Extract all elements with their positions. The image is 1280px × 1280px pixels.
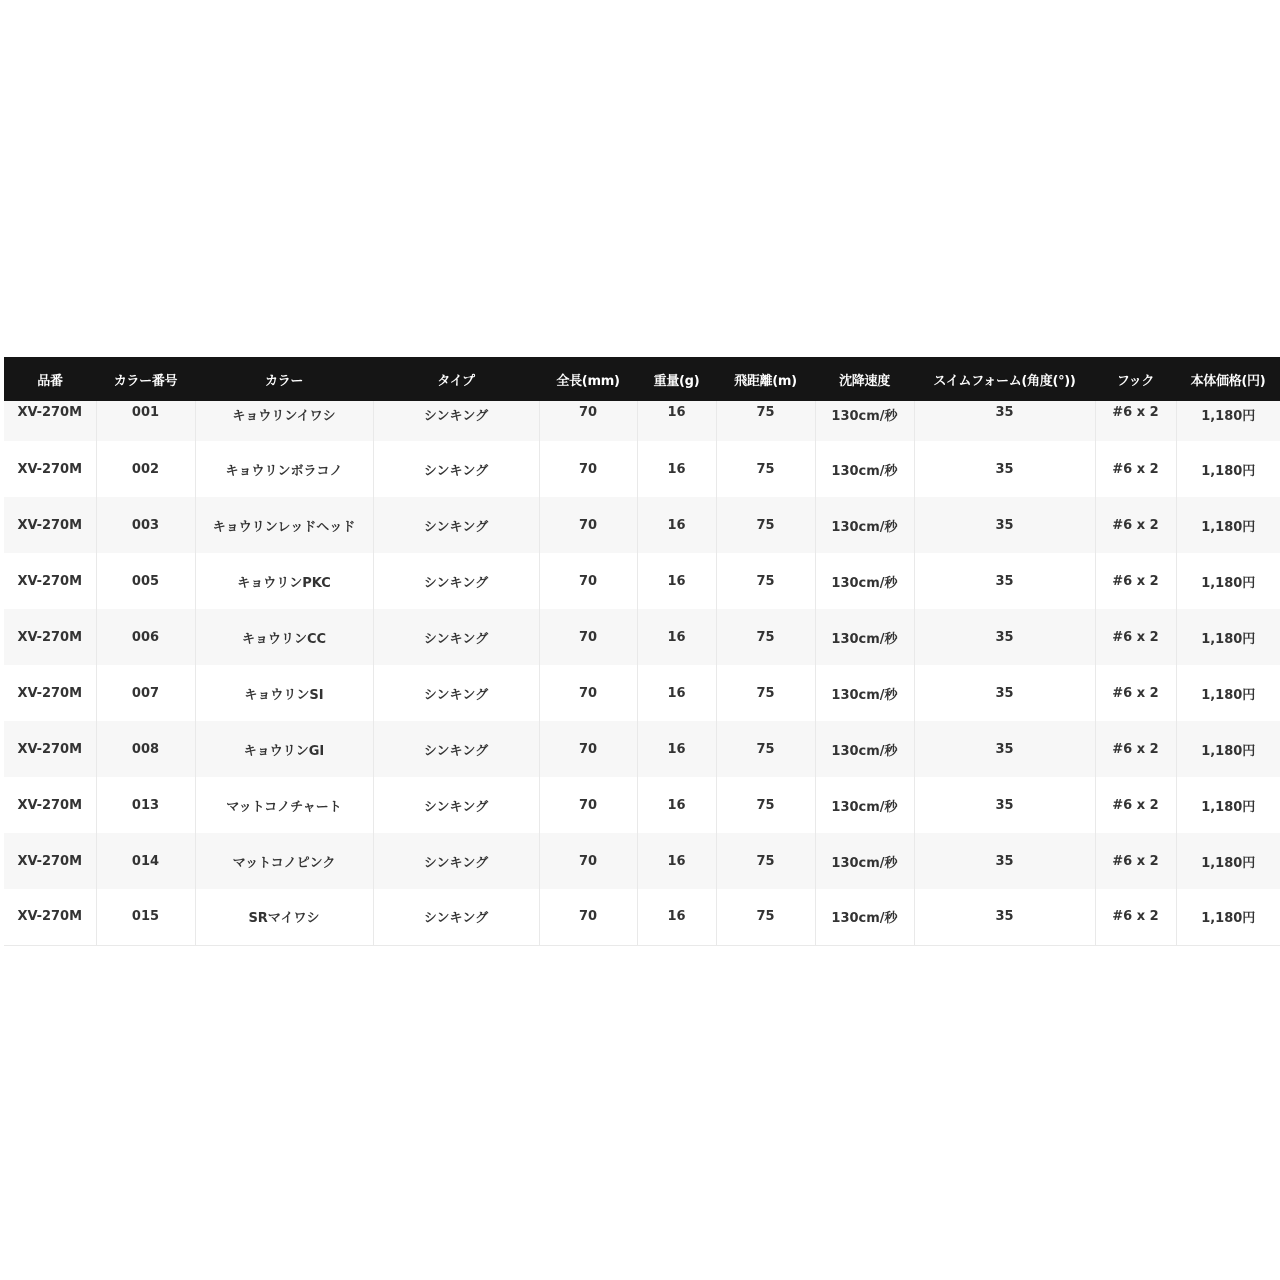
cell-swim-form: 35 (914, 401, 1095, 441)
cell-swim-form: 35 (914, 721, 1095, 777)
cell-type: シンキング (373, 777, 539, 833)
cell-color: SRマイワシ (195, 889, 373, 945)
cell-sink-speed: 130cm/秒 (815, 553, 914, 609)
cell-length: 70 (539, 665, 637, 721)
cell-weight: 16 (637, 609, 716, 665)
header-weight: 重量(g) (653, 373, 700, 389)
cell-price: 1,180円 (1201, 687, 1256, 703)
cell-color-number: 002 (96, 441, 195, 497)
cell-color: キョウリンPKC (195, 553, 373, 609)
table-row (4, 889, 1280, 945)
header-color: カラー (264, 373, 304, 389)
cell-length: 70 (539, 497, 637, 553)
cell-length: 70 (539, 833, 637, 889)
cell-price: 1,180円 (1201, 799, 1256, 815)
cell-type: シンキング (373, 833, 539, 889)
cell-length: 70 (539, 777, 637, 833)
header-product-number: 品番 (37, 373, 63, 389)
cell-product-number: XV-270M (4, 833, 96, 889)
cell-length: 70 (539, 889, 637, 945)
cell-product-number: XV-270M (4, 889, 96, 945)
cell-weight: 16 (637, 401, 716, 441)
cell-price: 1,180円 (1176, 889, 1280, 945)
cell-swim-form: 35 (914, 441, 1095, 497)
cell-sink-speed: 130cm/秒 (815, 401, 914, 441)
cell-product-number: XV-270M (4, 609, 96, 665)
table-row (4, 777, 1280, 833)
cell-sink-speed: 130cm/秒 (815, 889, 914, 945)
cell-color-number: 008 (96, 721, 195, 777)
cell-weight: 16 (637, 777, 716, 833)
table-row (4, 553, 1280, 609)
cell-weight: 16 (637, 665, 716, 721)
cell-swim-form: 35 (914, 665, 1095, 721)
cell-price: 1,180円 (1201, 575, 1256, 591)
cell-product-number: XV-270M (4, 665, 96, 721)
cell-color: キョウリンレッドヘッド (195, 497, 373, 553)
header-sink-speed: 沈降速度 (839, 373, 890, 389)
cell-hook: #6 x 2 (1095, 721, 1176, 777)
header-color-number: カラー番号 (113, 373, 178, 389)
table-row (4, 401, 1280, 441)
cell-price: 1,180円 (1201, 519, 1256, 535)
cell-type: シンキング (373, 401, 539, 441)
cell-length: 70 (539, 721, 637, 777)
header-hook: フック (1116, 373, 1155, 389)
cell-product-number: XV-270M (4, 401, 96, 441)
cell-color: キョウリンCC (195, 609, 373, 665)
table-body (4, 401, 1280, 945)
cell-distance: 75 (716, 553, 815, 609)
cell-length: 70 (539, 441, 637, 497)
cell-length: 70 (539, 609, 637, 665)
table-row (4, 833, 1280, 889)
header-type: タイプ (437, 373, 475, 389)
cell-swim-form: 35 (914, 833, 1095, 889)
cell-hook: #6 x 2 (1095, 889, 1176, 945)
header-row (4, 357, 1280, 401)
cell-weight: 16 (637, 497, 716, 553)
cell-type: シンキング (373, 441, 539, 497)
cell-color: キョウリンGI (195, 721, 373, 777)
cell-distance: 75 (716, 665, 815, 721)
cell-color-number: 005 (96, 553, 195, 609)
cell-distance: 75 (716, 777, 815, 833)
cell-type: シンキング (373, 497, 539, 553)
cell-distance: 75 (716, 497, 815, 553)
cell-product-number: XV-270M (4, 553, 96, 609)
table-row (4, 665, 1280, 721)
cell-type: シンキング (373, 889, 539, 945)
cell-hook: #6 x 2 (1095, 777, 1176, 833)
cell-length: 70 (539, 553, 637, 609)
cell-product-number: XV-270M (4, 721, 96, 777)
cell-type: シンキング (373, 665, 539, 721)
cell-sink-speed: 130cm/秒 (815, 721, 914, 777)
cell-distance: 75 (716, 833, 815, 889)
table-row (4, 721, 1280, 777)
table-row (4, 609, 1280, 665)
spec-table-container (4, 357, 1280, 946)
cell-color-number: 001 (96, 401, 195, 441)
header-price: 本体価格(円) (1190, 373, 1266, 389)
cell-type: シンキング (373, 609, 539, 665)
cell-distance: 75 (716, 889, 815, 945)
cell-hook: #6 x 2 (1095, 553, 1176, 609)
header-distance: 飛距離(m) (734, 373, 797, 389)
cell-hook: #6 x 2 (1095, 833, 1176, 889)
cell-color-number: 007 (96, 665, 195, 721)
cell-weight: 16 (637, 441, 716, 497)
table-row (4, 441, 1280, 497)
header-length: 全長(mm) (556, 373, 620, 389)
cell-type: シンキング (373, 721, 539, 777)
cell-hook: #6 x 2 (1095, 665, 1176, 721)
cell-distance: 75 (716, 401, 815, 441)
cell-price: 1,180円 (1201, 855, 1256, 871)
cell-swim-form: 35 (914, 609, 1095, 665)
cell-price: 1,180円 (1201, 631, 1256, 647)
cell-weight: 16 (637, 889, 716, 945)
table-header (4, 357, 1280, 401)
cell-hook: #6 x 2 (1095, 497, 1176, 553)
cell-type: シンキング (373, 553, 539, 609)
cell-color-number: 015 (96, 889, 195, 945)
cell-swim-form: 35 (914, 889, 1095, 945)
cell-distance: 75 (716, 721, 815, 777)
cell-weight: 16 (637, 553, 716, 609)
cell-color: マットコノチャート (195, 777, 373, 833)
cell-swim-form: 35 (914, 497, 1095, 553)
cell-length: 70 (539, 401, 637, 441)
cell-swim-form: 35 (914, 777, 1095, 833)
cell-distance: 75 (716, 441, 815, 497)
cell-weight: 16 (637, 833, 716, 889)
spec-table (4, 357, 1280, 946)
table-row (4, 497, 1280, 553)
cell-price: 1,180円 (1201, 409, 1256, 424)
cell-product-number: XV-270M (4, 441, 96, 497)
cell-color-number: 006 (96, 609, 195, 665)
cell-color: キョウリンボラコノ (195, 441, 373, 497)
cell-distance: 75 (716, 609, 815, 665)
header-swim-form: スイムフォーム(角度(°)) (933, 373, 1076, 389)
cell-color: マットコノピンク (195, 833, 373, 889)
cell-sink-speed: 130cm/秒 (815, 497, 914, 553)
cell-product-number: XV-270M (4, 777, 96, 833)
cell-color-number: 003 (96, 497, 195, 553)
cell-color-number: 014 (96, 833, 195, 889)
cell-color: キョウリンイワシ (195, 401, 373, 441)
cell-swim-form: 35 (914, 553, 1095, 609)
cell-sink-speed: 130cm/秒 (815, 441, 914, 497)
cell-weight: 16 (637, 721, 716, 777)
cell-sink-speed: 130cm/秒 (815, 777, 914, 833)
cell-hook: #6 x 2 (1095, 609, 1176, 665)
cell-hook: #6 x 2 (1095, 401, 1176, 441)
cell-color-number: 013 (96, 777, 195, 833)
cell-sink-speed: 130cm/秒 (815, 833, 914, 889)
cell-sink-speed: 130cm/秒 (815, 665, 914, 721)
cell-hook: #6 x 2 (1095, 441, 1176, 497)
cell-color: キョウリンSI (195, 665, 373, 721)
cell-sink-speed: 130cm/秒 (815, 609, 914, 665)
cell-price: 1,180円 (1201, 743, 1256, 759)
cell-price: 1,180円 (1201, 463, 1256, 479)
cell-product-number: XV-270M (4, 497, 96, 553)
